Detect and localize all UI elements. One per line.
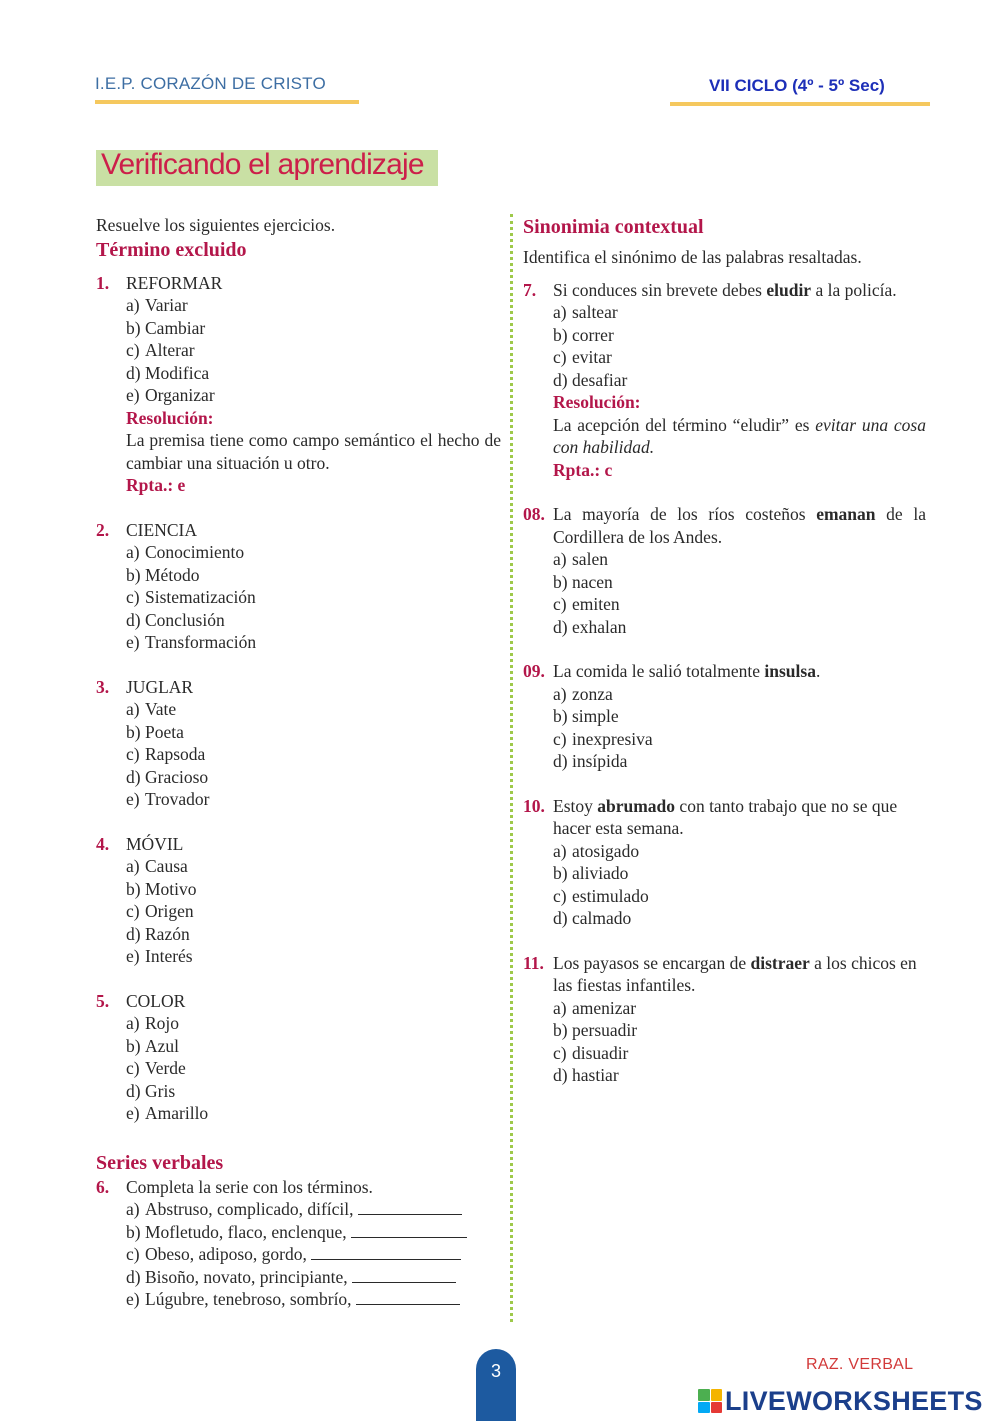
series-b: b) Mofletudo, flaco, enclenque, [126,1221,501,1244]
cycle-label: VII CICLO (4º - 5º Sec) [709,76,885,95]
question-stem: MÓVIL [126,833,184,854]
option-b[interactable]: b) persuadir [553,1020,638,1040]
resolution-label: Resolución: [553,392,641,412]
option-c[interactable]: c) inexpresiva [553,728,653,749]
question-stem: Si conduces sin brevete debes eludir a la policía. [553,279,897,300]
question-stem: COLOR [126,990,186,1011]
question-10 [523,795,926,930]
header-underline-right [670,102,930,106]
option-b[interactable]: b) Cambiar [126,317,206,338]
answer-blank[interactable] [311,1243,461,1260]
question-stem: Completa la serie con los términos. [126,1176,373,1197]
option-e[interactable]: e) Amarillo [126,1103,209,1123]
question-number: 7. [523,279,537,300]
option-b[interactable]: b) aliviado [553,863,629,883]
question-stem: CIENCIA [126,519,197,540]
option-e[interactable]: e) Organizar [126,385,215,405]
option-d[interactable]: d) desafiar [553,369,628,390]
series-a: a) Abstruso, complicado, difícil, [126,1198,501,1221]
option-c[interactable]: c) Alterar [126,340,195,360]
option-a[interactable]: a) atosigado [553,840,640,861]
option-c[interactable]: c) evitar [553,347,612,367]
option-d[interactable]: d) Gracioso [126,766,209,787]
option-c[interactable]: c) emiten [553,594,620,614]
option-d[interactable]: d) Razón [126,923,190,944]
option-c[interactable]: c) estimulado [553,885,649,906]
option-d[interactable]: d) exhalan [553,616,627,637]
liveworksheets-watermark[interactable] [698,1386,983,1416]
option-b[interactable]: b) nacen [553,571,613,592]
section-heading-series-verbales: Series verbales [96,1151,224,1174]
answer-blank[interactable] [351,1221,467,1238]
section-heading-termino-excluido: Término excluido [96,238,247,261]
question-number: 11. [523,952,544,973]
question-number: 10. [523,795,545,816]
answer-blank[interactable] [356,1288,460,1305]
left-column [96,214,501,1311]
liveworksheets-logo-icon [698,1389,722,1413]
option-a[interactable]: a) Causa [126,856,188,876]
option-b[interactable]: b) Método [126,564,200,585]
question-stem: JUGLAR [126,676,194,697]
right-column [523,214,926,1087]
option-c[interactable]: c) Sistematización [126,587,256,607]
instructions: Resuelve los siguientes ejercicios. [96,215,336,235]
question-7 [523,279,926,482]
logo-square-2 [711,1389,723,1401]
question-11 [523,952,926,1087]
page-number: 3 [490,1361,501,1381]
option-b[interactable]: b) simple [553,706,619,726]
option-a[interactable]: a) saltear [553,302,618,322]
question-number: 3. [96,676,110,697]
question-number: 09. [523,661,545,681]
option-a[interactable]: a) salen [553,549,608,569]
answer-label: Rpta.: c [553,459,613,480]
option-b[interactable]: b) Azul [126,1035,180,1056]
page-number-tab [476,1349,516,1421]
option-c[interactable]: c) disuadir [553,1042,629,1063]
question-number: 6. [96,1176,110,1197]
title-banner [96,150,438,186]
resolution-label: Resolución: [126,407,214,428]
subject-label: RAZ. VERBAL [806,1356,914,1373]
page-title: Verificando el aprendizaje [101,148,424,181]
option-c[interactable]: c) Origen [126,901,194,921]
highlighted-word: eludir [766,279,812,300]
question-stem: La comida le salió totalmente insulsa. [553,661,821,681]
resolution-text: La premisa tiene como campo semántico el hecho de cambiar una situación u otro. [126,430,501,473]
question-6 [96,1176,501,1311]
logo-square-3 [698,1402,710,1414]
question-4 [96,833,501,968]
question-8 [523,503,926,638]
instructions: Identifica el sinónimo de las palabras resaltadas. [523,247,862,267]
option-a[interactable]: a) Conocimiento [126,542,245,562]
question-number: 08. [523,504,545,524]
question-2 [96,519,501,654]
resolution-text: La acepción del término “eludir” es evitar una cosa con habilidad. [553,414,926,457]
school-header [95,74,359,104]
option-d[interactable]: d) insípida [553,751,628,771]
option-b[interactable]: b) Poeta [126,721,184,742]
question-stem: La mayoría de los ríos costeños emanan de la Cordillera de los Andes. [553,504,926,547]
logo-square-1 [698,1389,710,1401]
question-5 [96,990,501,1125]
series-e: e) Lúgubre, tenebroso, sombrío, [126,1288,501,1311]
option-d[interactable]: d) calmado [553,908,632,928]
question-9 [523,660,926,773]
highlighted-word: distraer [750,952,810,973]
question-stem: REFORMAR [126,272,223,293]
answer-label: Rpta.: e [126,475,186,495]
question-number: 4. [96,833,110,854]
series-d: d) Bisoño, novato, principiante, [126,1266,501,1289]
series-c: c) Obeso, adiposo, gordo, [126,1243,501,1266]
option-e[interactable]: e) Interés [126,946,193,966]
option-d[interactable]: d) hastiar [553,1065,619,1085]
header-underline-left [95,100,359,104]
highlighted-word: insulsa [764,661,816,681]
cycle-header [670,76,930,106]
question-stem: Los payasos se encargan de distraer a los chicos en las fiestas infantiles. [553,952,917,995]
question-number: 2. [96,519,110,540]
option-d[interactable]: d) Conclusión [126,609,225,630]
option-a[interactable]: a) Variar [126,295,188,315]
logo-square-4 [711,1402,723,1414]
option-a[interactable]: a) amenizar [553,997,637,1018]
question-number: 5. [96,990,110,1011]
option-e[interactable]: e) Trovador [126,789,210,809]
section-heading-sinonimia: Sinonimia contextual [523,216,704,238]
column-divider [510,214,513,1322]
option-b[interactable]: b) correr [553,324,614,345]
option-c[interactable]: c) Rapsoda [126,744,206,764]
question-number: 1. [96,272,110,293]
question-stem: Estoy abrumado con tanto trabajo que no se que hacer esta semana. [553,795,898,838]
watermark-text: LIVEWORKSHEETS [725,1385,983,1416]
option-a[interactable]: a) Vate [126,699,177,719]
option-b[interactable]: b) Motivo [126,878,197,899]
school-name: I.E.P. CORAZÓN DE CRISTO [95,74,326,93]
option-d[interactable]: d) Modifica [126,362,210,383]
highlighted-word: abrumado [597,795,676,816]
option-a[interactable]: a) Rojo [126,1013,180,1033]
answer-blank[interactable] [352,1266,456,1283]
question-1 [96,272,501,497]
option-c[interactable]: c) Verde [126,1058,186,1078]
option-a[interactable]: a) zonza [553,683,613,704]
option-d[interactable]: d) Gris [126,1080,176,1101]
highlighted-word: emanan [816,504,876,524]
question-3 [96,676,501,811]
answer-blank[interactable] [358,1198,462,1215]
option-e[interactable]: e) Transformación [126,632,257,652]
